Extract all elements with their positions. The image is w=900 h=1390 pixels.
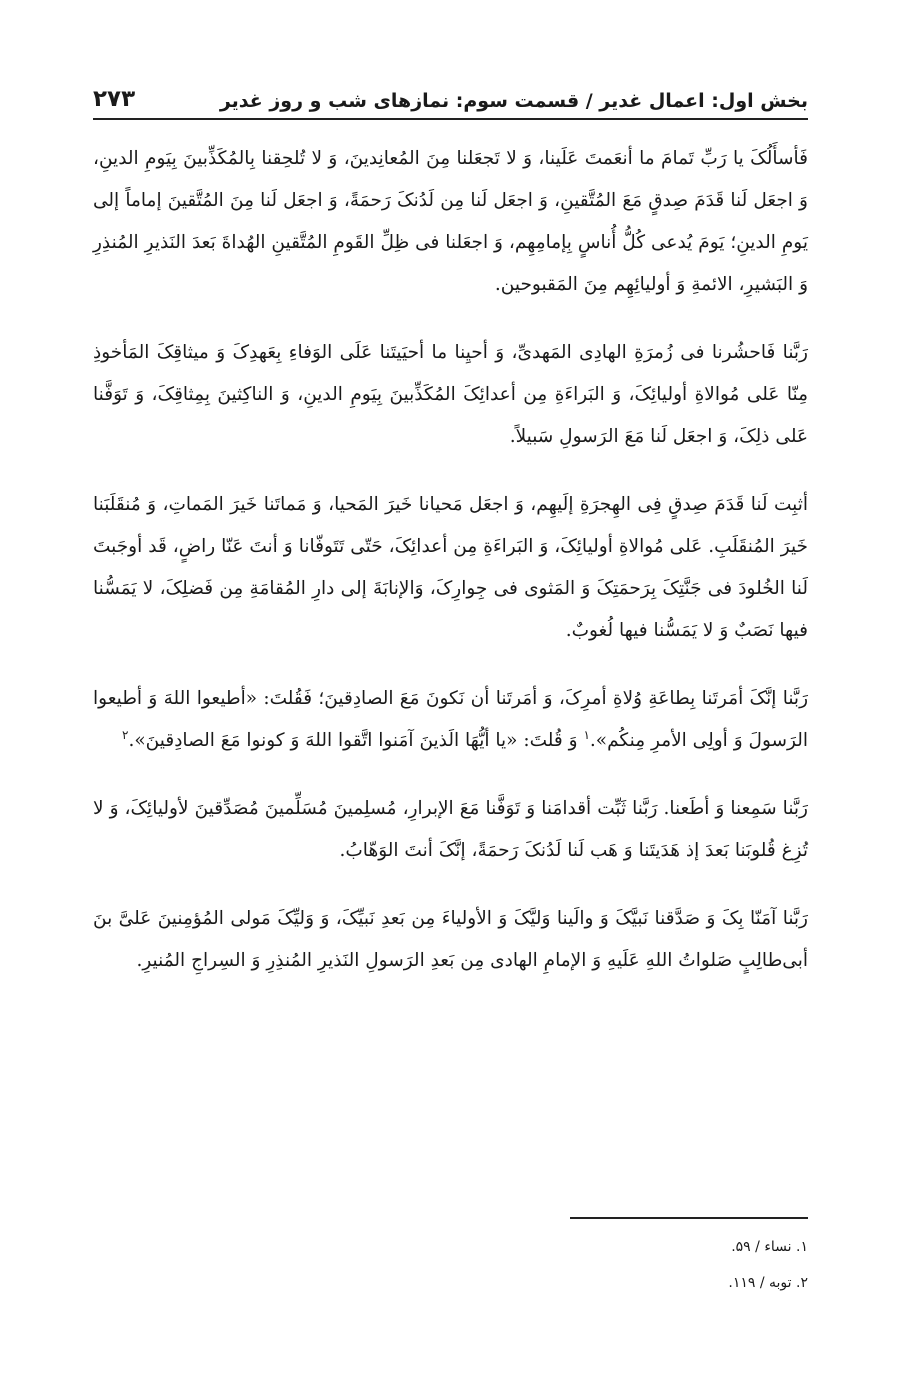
footnote-rule [570, 1217, 808, 1219]
footnote-2: ۲. توبه / ۱۱۹. [728, 1275, 808, 1291]
paragraph-2: رَبَّنا فَاحشُرنا فی زُمرَةِ الهادِی المَهدیِّ، وَ أحیِنا ما أحیَیتَنا عَلَی الوَفاءِ بِعَهدِکَ وَ میثاقِکَ المَأخوذِ مِنّا عَلی مُوالاةِ أولیائِکَ، وَ البَراءَةِ مِن أعدائِکَ المُکَذِّبینَ بِیَومِ الدینِ، وَ الناکِثینَ بِمِثاقِکَ، وَ تَوَفَّنا عَلی ذلِکَ، وَ اجعَل لَنا مَعَ الرَسولِ سَبیلاً. [93, 342, 808, 447]
page-number: ۲۷۳ [93, 86, 136, 112]
paragraph-4-continuation: وَ قُلتَ: «یا أیُّهَا الَذینَ آمَنوا اتَّقوا اللهَ وَ کونوا مَعَ الصادِقینَ». [128, 730, 584, 751]
paragraph-5: رَبَّنا سَمِعنا وَ أطَعنا. رَبَّنا ثَبِّت أقدامَنا وَ تَوَفَّنا مَعَ الإبرارِ، مُسلِمینَ مُسَلِّمینَ مُصَدِّقینَ لأولیائِکَ، وَ لا تُزِغ قُلوبَنا بَعدَ إذ هَدَیتَنا وَ هَب لَنا لَدُنکَ رَحمَةً، إنَّکَ أنتَ الوَهّابُ. [93, 798, 808, 861]
footnote-ref-1[interactable]: ۱ [583, 727, 590, 742]
page-header [93, 72, 808, 112]
footnote-ref-2[interactable]: ۲ [122, 727, 129, 742]
running-title: بخش اول: اعمال غدیر / قسمت سوم: نمازهای شب و روز غدیر [219, 90, 808, 112]
paragraph-4 [93, 678, 808, 762]
footnotes [93, 1236, 808, 1308]
footnote-1: ۱. نساء / ۵۹. [731, 1239, 808, 1255]
paragraph-6: رَبَّنا آمَنّا بِکَ وَ صَدَّقنا نَبیَّکَ وَ والَینا وَلیَّکَ وَ الأولیاءَ مِن بَعدِ نَبیِّکَ، وَ وَلیِّکَ مَولی المُؤمِنینَ عَلیَّ بنَ أبی‌طالِبٍ صَلواتُ اللهِ عَلَیهِ وَ الإمامِ الهادی مِن بَعدِ الرَسولِ النَذیرِ المُنذِرِ وَ السِراجِ المُنیرِ. [93, 908, 808, 971]
paragraph-1: فَأسأَلُکَ یا رَبِّ تَمامَ ما أنعَمتَ عَلَینا، وَ لا تَجعَلنا مِنَ المُعانِدینَ، وَ لا تُلحِقنا بِالمُکَذِّبینَ بِیَومِ الدینِ، وَ اجعَل لَنا قَدَمَ صِدقٍ مَعَ المُتَّقینِ، وَ اجعَل لَنا مِن لَدُنکَ رَحمَةً، وَ اجعَل لَنا مِنَ المُتَّقینَ إماماً إلی یَومِ الدینِ؛ یَومَ یُدعی کُلُّ أُناسٍ بِإمامِهِم، وَ اجعَلنا فی ظِلِّ القَومِ المُتَّقینِ الهُداةَ بَعدَ النَذیرِ المُنذِرِ وَ البَشیرِ، الائمةِ وَ أولیائِهِم مِنَ المَقبوحین. [93, 148, 808, 295]
paragraph-3: أثبِت لَنا قَدَمَ صِدقٍ فِی الهِجرَةِ إلَیهِم، وَ اجعَل مَحیانا خَیرَ المَحیا، وَ مَماتَنا خَیرَ المَماتِ، وَ مُنقَلَبَنا خَیرَ المُنقَلَبِ. عَلی مُوالاةِ أولیائِکَ، وَ البَراءَةِ مِن أعدائِکَ، حَتّی تَتَوفّانا وَ أنتَ عَنّا راضٍ، قَد أوجَبتَ لَنا الخُلودَ فی جَنَّتِکَ بِرَحمَتِکَ وَ المَثوی فی جِوارِکَ، وَالإنابَةَ إلی دارِ المُقامَةِ مِن فَضلِکَ، لا یَمَسُّنا فیها نَصَبٌ وَ لا یَمَسُّنا فیها لُغوبٌ. [93, 494, 808, 641]
paragraph-4-text: رَبَّنا إنَّکَ أمَرتَنا بِطاعَةِ وُلاةِ أمرِکَ، وَ أمَرتَنا أن نَکونَ مَعَ الصادِقینَ؛ فَقُلتَ: «أطیعوا اللهَ وَ أطیعوا الرَسولَ وَ أولِی الأمرِ مِنکُم». [93, 688, 808, 751]
main-text [93, 138, 808, 1008]
header-rule [93, 118, 808, 120]
